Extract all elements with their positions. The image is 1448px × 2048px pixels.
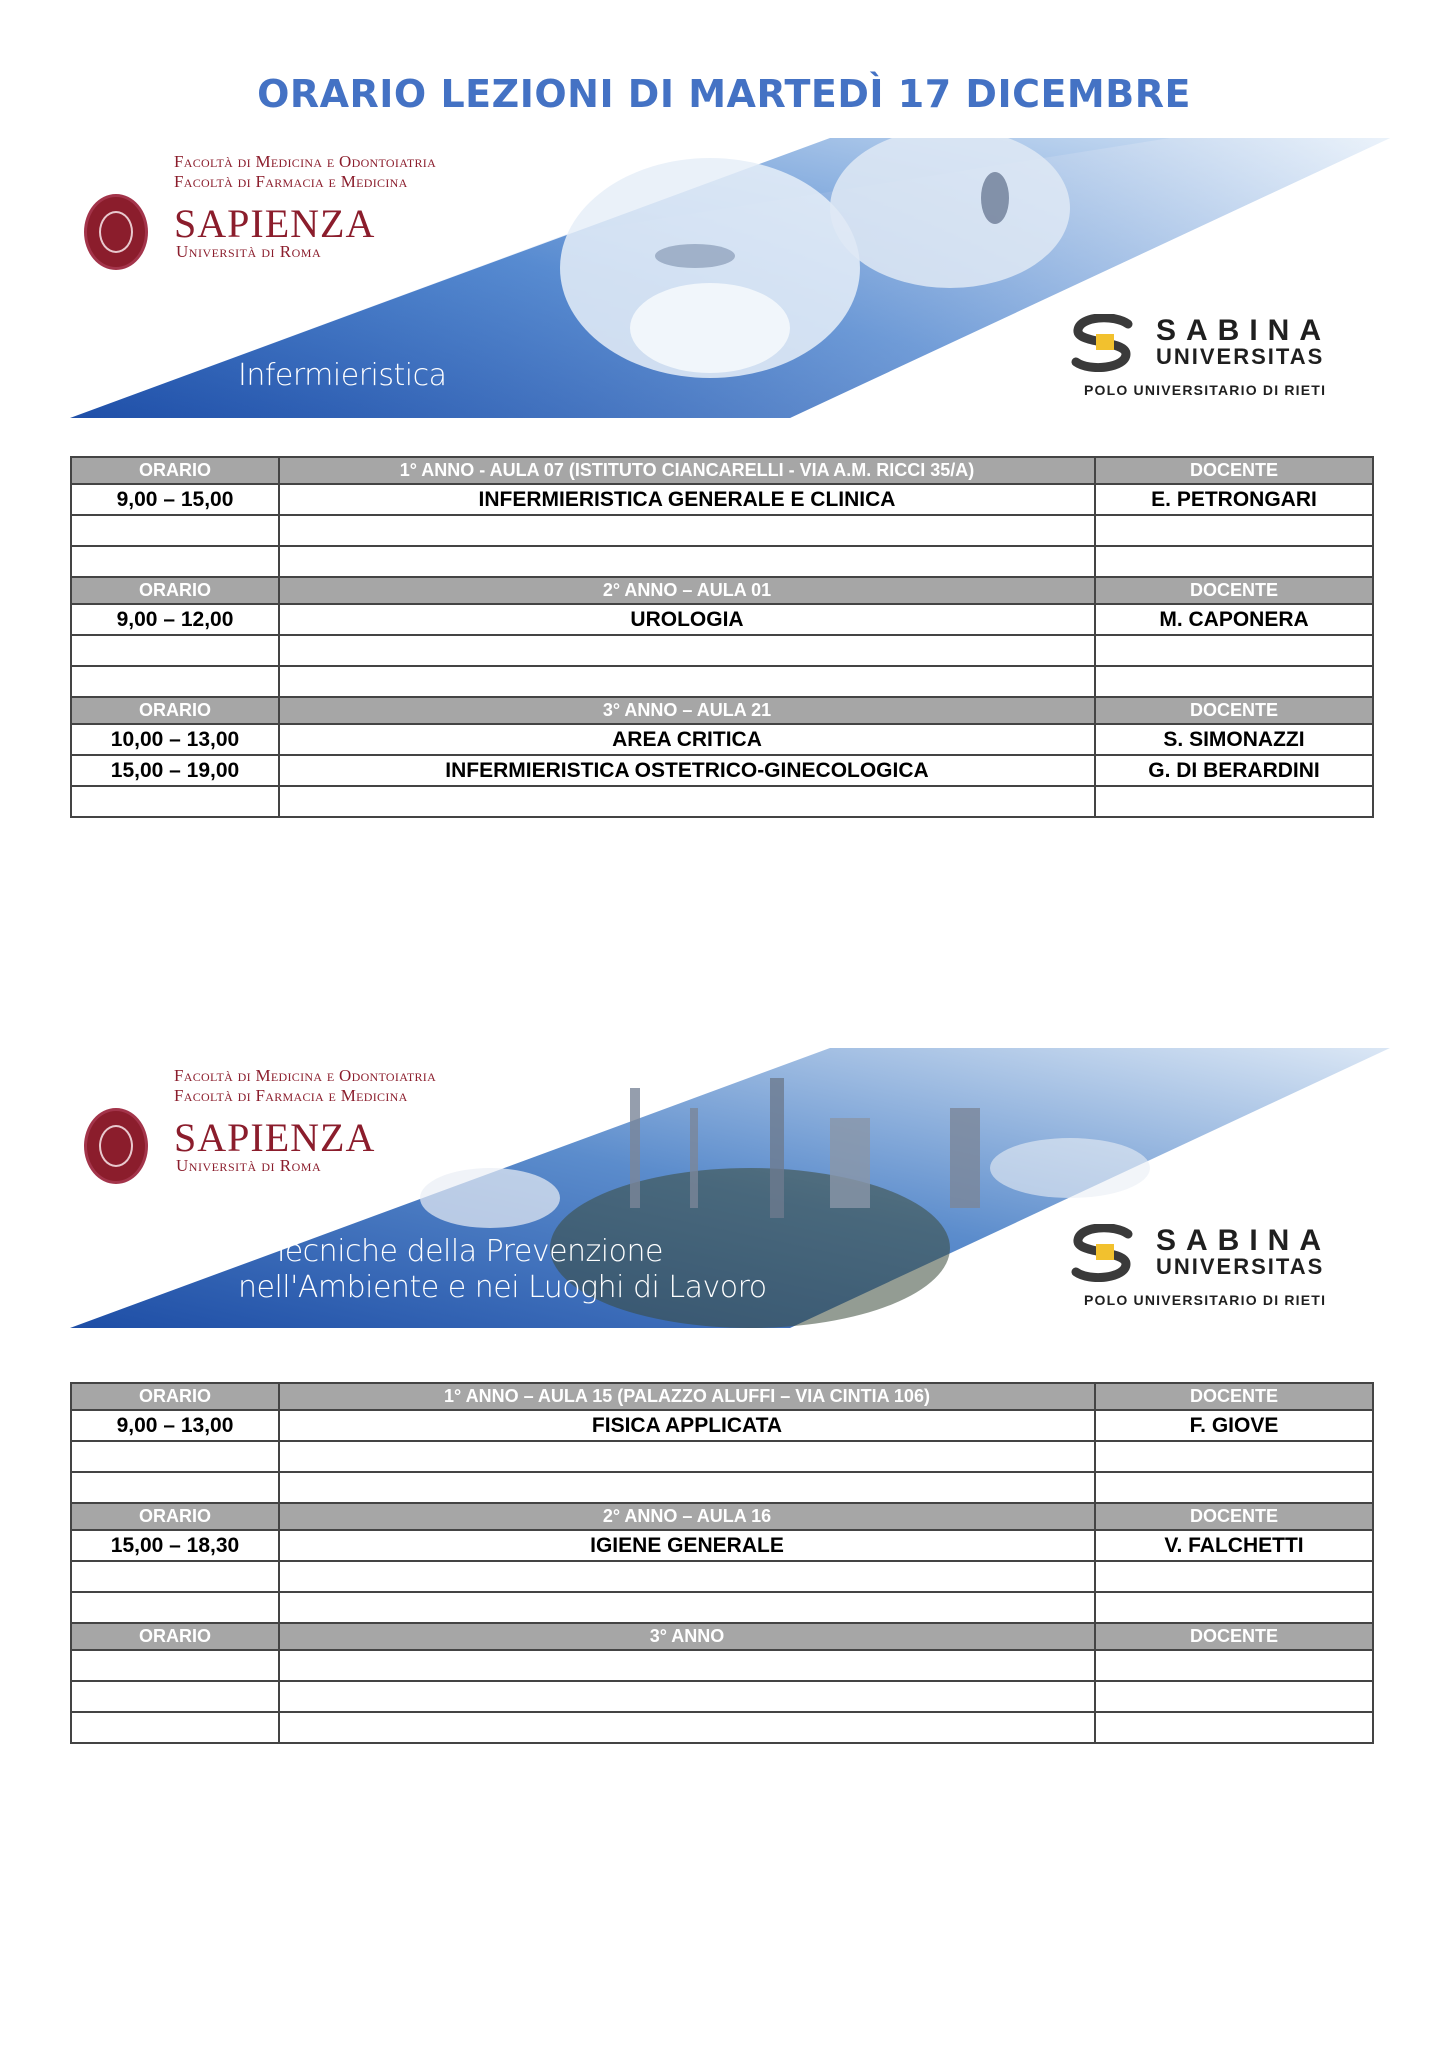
faculty-line-1: Facoltà di Medicina e Odontoiatria bbox=[174, 1066, 437, 1085]
cell-lesson bbox=[279, 786, 1095, 817]
header-year: 2° ANNO – AULA 01 bbox=[279, 577, 1095, 604]
header-docente: DOCENTE bbox=[1095, 1503, 1373, 1530]
cell-docente bbox=[1095, 635, 1373, 666]
header-docente: DOCENTE bbox=[1095, 577, 1373, 604]
table-header-row bbox=[71, 1503, 1373, 1530]
cell-lesson bbox=[279, 546, 1095, 577]
header-docente: DOCENTE bbox=[1095, 457, 1373, 484]
cell-orario: 15,00 – 18,30 bbox=[71, 1530, 279, 1561]
sabina-text: SABINA bbox=[1156, 1224, 1332, 1257]
schedule-table-infermieristica bbox=[70, 456, 1374, 818]
cell-docente: F. GIOVE bbox=[1095, 1410, 1373, 1441]
universitas-text: UNIVERSITAS bbox=[1156, 344, 1325, 369]
header-orario: ORARIO bbox=[71, 1623, 279, 1650]
sabina-s-icon bbox=[1070, 314, 1136, 372]
table-header-row bbox=[71, 697, 1373, 724]
cell-orario: 15,00 – 19,00 bbox=[71, 755, 279, 786]
cell-orario bbox=[71, 666, 279, 697]
universitas-text: UNIVERSITAS bbox=[1156, 1254, 1325, 1279]
cell-docente bbox=[1095, 1712, 1373, 1743]
table-row bbox=[71, 724, 1373, 755]
cell-orario: 9,00 – 15,00 bbox=[71, 484, 279, 515]
polo-tagline: POLO UNIVERSITARIO DI RIETI bbox=[1084, 382, 1327, 398]
table-row bbox=[71, 1561, 1373, 1592]
cell-lesson bbox=[279, 1441, 1095, 1472]
table-row bbox=[71, 755, 1373, 786]
university-subtitle: Università di Roma bbox=[176, 1156, 322, 1175]
table-row bbox=[71, 635, 1373, 666]
sabina-universitas-logo bbox=[1070, 1224, 1370, 1314]
header-year: 3° ANNO – AULA 21 bbox=[279, 697, 1095, 724]
sapienza-seal-icon bbox=[84, 1108, 148, 1184]
table-row bbox=[71, 1410, 1373, 1441]
header-orario: ORARIO bbox=[71, 457, 279, 484]
cell-orario bbox=[71, 1592, 279, 1623]
header-docente: DOCENTE bbox=[1095, 697, 1373, 724]
cell-lesson bbox=[279, 1650, 1095, 1681]
cell-lesson bbox=[279, 1472, 1095, 1503]
cell-lesson: FISICA APPLICATA bbox=[279, 1410, 1095, 1441]
cell-docente: E. PETRONGARI bbox=[1095, 484, 1373, 515]
cell-docente bbox=[1095, 786, 1373, 817]
cell-orario: 9,00 – 13,00 bbox=[71, 1410, 279, 1441]
cell-docente bbox=[1095, 1561, 1373, 1592]
cell-lesson: IGIENE GENERALE bbox=[279, 1530, 1095, 1561]
header-orario: ORARIO bbox=[71, 1383, 279, 1410]
table-row bbox=[71, 1681, 1373, 1712]
cell-docente: S. SIMONAZZI bbox=[1095, 724, 1373, 755]
table-row bbox=[71, 1712, 1373, 1743]
cell-orario bbox=[71, 786, 279, 817]
university-subtitle: Università di Roma bbox=[176, 242, 322, 261]
table-row bbox=[71, 604, 1373, 635]
table-row bbox=[71, 546, 1373, 577]
header-orario: ORARIO bbox=[71, 577, 279, 604]
cell-lesson bbox=[279, 1712, 1095, 1743]
sapienza-wordmark: SAPIENZA bbox=[174, 201, 376, 246]
table-row bbox=[71, 1472, 1373, 1503]
header-year: 2° ANNO – AULA 16 bbox=[279, 1503, 1095, 1530]
faculty-line-2: Facoltà di Farmacia e Medicina bbox=[174, 1086, 408, 1105]
banner-infermieristica bbox=[70, 138, 1390, 418]
cell-orario: 10,00 – 13,00 bbox=[71, 724, 279, 755]
header-year: 1° ANNO – AULA 15 (PALAZZO ALUFFI – VIA CINTIA 106) bbox=[279, 1383, 1095, 1410]
cell-orario bbox=[71, 1681, 279, 1712]
table-row bbox=[71, 786, 1373, 817]
cell-orario bbox=[71, 1472, 279, 1503]
cell-docente bbox=[1095, 1650, 1373, 1681]
cell-lesson bbox=[279, 515, 1095, 546]
sabina-universitas-logo bbox=[1070, 314, 1370, 404]
cell-orario bbox=[71, 1650, 279, 1681]
cell-lesson bbox=[279, 666, 1095, 697]
polo-tagline: POLO UNIVERSITARIO DI RIETI bbox=[1084, 1292, 1327, 1308]
course-name: Infermieristica bbox=[238, 358, 447, 393]
cell-lesson: AREA CRITICA bbox=[279, 724, 1095, 755]
header-orario: ORARIO bbox=[71, 697, 279, 724]
cell-orario bbox=[71, 1441, 279, 1472]
faculty-line-1: Facoltà di Medicina e Odontoiatria bbox=[174, 152, 437, 171]
cell-orario bbox=[71, 635, 279, 666]
table-row bbox=[71, 1441, 1373, 1472]
header-orario: ORARIO bbox=[71, 1503, 279, 1530]
header-year: 3° ANNO bbox=[279, 1623, 1095, 1650]
cell-orario bbox=[71, 546, 279, 577]
cell-docente: G. DI BERARDINI bbox=[1095, 755, 1373, 786]
page-title: ORARIO LEZIONI DI MARTEDÌ 17 DICEMBRE bbox=[257, 72, 1191, 116]
course-name: Tecniche della Prevenzione nell'Ambiente e nei Luoghi di Lavoro bbox=[238, 1234, 767, 1305]
cell-lesson bbox=[279, 1592, 1095, 1623]
cell-docente bbox=[1095, 515, 1373, 546]
cell-docente bbox=[1095, 666, 1373, 697]
cell-lesson bbox=[279, 635, 1095, 666]
cell-docente bbox=[1095, 546, 1373, 577]
header-docente: DOCENTE bbox=[1095, 1383, 1373, 1410]
sapienza-wordmark: SAPIENZA bbox=[174, 1115, 376, 1160]
header-year: 1° ANNO - AULA 07 (ISTITUTO CIANCARELLI - VIA A.M. RICCI 35/A) bbox=[279, 457, 1095, 484]
cell-lesson: INFERMIERISTICA GENERALE E CLINICA bbox=[279, 484, 1095, 515]
table-header-row bbox=[71, 1383, 1373, 1410]
table-row bbox=[71, 1650, 1373, 1681]
cell-orario bbox=[71, 1712, 279, 1743]
table-row bbox=[71, 666, 1373, 697]
cell-orario bbox=[71, 1561, 279, 1592]
table-header-row bbox=[71, 457, 1373, 484]
header-docente: DOCENTE bbox=[1095, 1623, 1373, 1650]
sapienza-seal-icon bbox=[84, 194, 148, 270]
table-header-row bbox=[71, 577, 1373, 604]
cell-orario bbox=[71, 515, 279, 546]
table-header-row bbox=[71, 1623, 1373, 1650]
table-row bbox=[71, 515, 1373, 546]
cell-docente bbox=[1095, 1681, 1373, 1712]
faculty-line-2: Facoltà di Farmacia e Medicina bbox=[174, 172, 408, 191]
cell-docente bbox=[1095, 1472, 1373, 1503]
cell-lesson: UROLOGIA bbox=[279, 604, 1095, 635]
cell-lesson bbox=[279, 1561, 1095, 1592]
banner-tecniche-prevenzione bbox=[70, 1048, 1390, 1328]
table-row bbox=[71, 1592, 1373, 1623]
cell-lesson bbox=[279, 1681, 1095, 1712]
schedule-table-prevenzione bbox=[70, 1382, 1374, 1744]
cell-lesson: INFERMIERISTICA OSTETRICO-GINECOLOGICA bbox=[279, 755, 1095, 786]
sabina-text: SABINA bbox=[1156, 314, 1332, 347]
cell-docente: V. FALCHETTI bbox=[1095, 1530, 1373, 1561]
table-row bbox=[71, 1530, 1373, 1561]
sabina-s-icon bbox=[1070, 1224, 1136, 1282]
cell-orario: 9,00 – 12,00 bbox=[71, 604, 279, 635]
cell-docente: M. CAPONERA bbox=[1095, 604, 1373, 635]
cell-docente bbox=[1095, 1592, 1373, 1623]
cell-docente bbox=[1095, 1441, 1373, 1472]
table-row bbox=[71, 484, 1373, 515]
